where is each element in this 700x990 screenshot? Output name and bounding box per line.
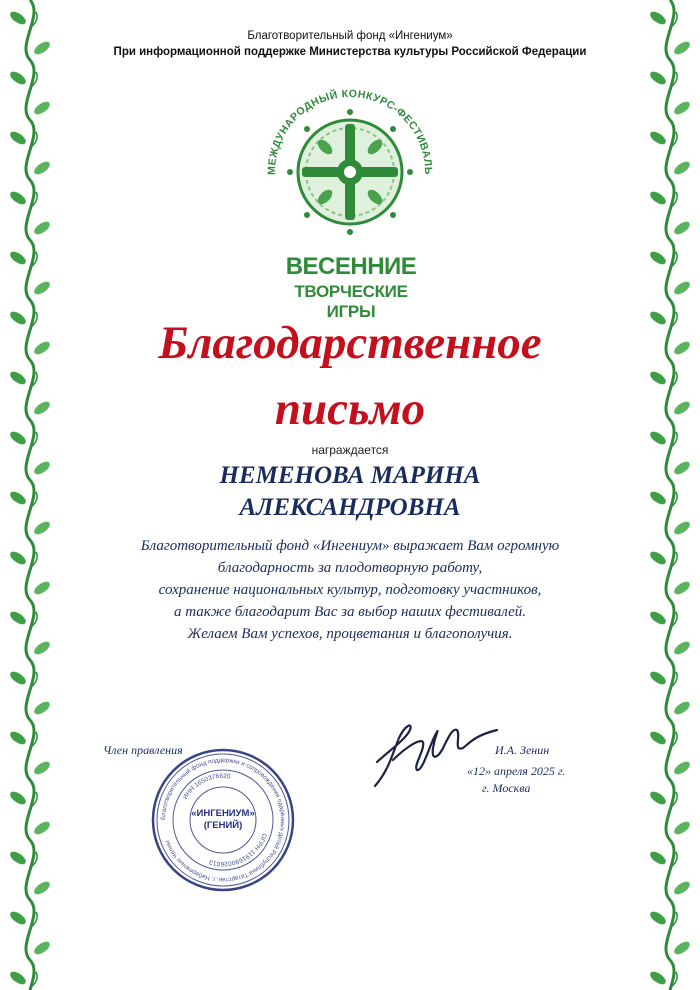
vine-leaf (32, 939, 52, 957)
vine-leaf (32, 639, 52, 657)
vine-leaf (8, 729, 28, 747)
vine-leaf (672, 339, 692, 357)
vine-leaf (648, 369, 668, 387)
festival-title-line2: ТВОРЧЕСКИЕ ИГРЫ (294, 282, 408, 321)
vine-leaf (672, 759, 692, 777)
festival-title (270, 253, 432, 321)
vine-leaf (648, 669, 668, 687)
vine-leaf (648, 249, 668, 267)
vine-leaf (672, 519, 692, 537)
document-title-line2: письмо (274, 383, 426, 435)
vine-leaf (648, 489, 668, 507)
signatory-name: И.А. Зенин (495, 743, 550, 757)
body-text-line: сохранение национальных культур, подготовку участников, (158, 582, 542, 598)
vine-leaf (8, 189, 28, 207)
vine-leaf (8, 789, 28, 807)
issue-city: г. Москва (482, 781, 531, 795)
vine-leaf (672, 219, 692, 237)
document-title-line1: Благодарственное (158, 317, 542, 369)
vine-leaf (648, 969, 668, 987)
vine-leaf (8, 489, 28, 507)
vine-leaf (672, 579, 692, 597)
vine-leaf (8, 309, 28, 327)
vine-leaf (32, 219, 52, 237)
vine-leaf (8, 669, 28, 687)
emblem-arc-text: МЕЖДУНАРОДНЫЙ КОНКУРС-ФЕСТИВАЛЬ (265, 87, 435, 176)
vine-leaf (8, 249, 28, 267)
vine-stem (666, 0, 674, 990)
vine-leaf (648, 9, 668, 27)
vine-stem (26, 0, 34, 990)
recipient-name-line2: АЛЕКСАНДРОВНА (239, 494, 461, 521)
recipient-name-line1: НЕМЕНОВА МАРИНА (219, 462, 481, 489)
body-text-line: благодарность за плодотворную работу, (217, 560, 483, 576)
stamp-center-line2: (ГЕНИЙ) (203, 820, 243, 831)
body-text-line: Благотворительный фонд «Ингениум» выражает Вам огромную (140, 538, 560, 554)
vine-leaf (648, 549, 668, 567)
vine-leaf (32, 159, 52, 177)
stamp-center-text (148, 808, 298, 832)
foundation-header: Благотворительный фонд «Ингениум» (247, 30, 453, 42)
vine-leaf (672, 879, 692, 897)
vine-leaf (648, 609, 668, 627)
signatory-role: Член правления (103, 743, 183, 757)
stamp-ring-text: Благотворительный фонд поддержки и сопровождения одарённых детей Республика Татарстан, г. Набережные Челны (159, 756, 287, 884)
vine-leaf (32, 399, 52, 417)
vine-leaf (672, 699, 692, 717)
vine-leaf (8, 969, 28, 987)
vine-leaf (672, 279, 692, 297)
awarded-label: награждается (311, 443, 389, 457)
right-vine-border (644, 0, 696, 990)
body-text-line: Желаем Вам успехов, процветания и благополучия. (187, 626, 513, 642)
vine-leaf (648, 69, 668, 87)
vine-leaf (672, 459, 692, 477)
vine-leaf (32, 39, 52, 57)
stamp-center-line1: «ИНГЕНИУМ» (191, 808, 255, 819)
vine-leaf (8, 369, 28, 387)
vine-leaf (8, 609, 28, 627)
vine-leaf (32, 99, 52, 117)
vine-leaf (672, 639, 692, 657)
vine-leaf (672, 159, 692, 177)
festival-title-line1: ВЕСЕННИЕ (285, 253, 417, 280)
vine-leaf (648, 309, 668, 327)
vine-leaf (648, 129, 668, 147)
vine-leaf (32, 879, 52, 897)
vine-leaf (8, 549, 28, 567)
vine-leaf (8, 129, 28, 147)
vine-leaf (648, 789, 668, 807)
vine-leaf (32, 339, 52, 357)
folk-ornament-cross-icon (287, 109, 413, 235)
vine-leaf (32, 459, 52, 477)
festival-emblem (245, 62, 455, 242)
issue-date: «12» апреля 2025 г. (467, 764, 566, 778)
vine-leaf (672, 819, 692, 837)
ministry-support-header: При информационной поддержке Министерства культуры Российской Федерации (113, 46, 587, 58)
vine-leaf (648, 429, 668, 447)
vine-leaf (8, 849, 28, 867)
vine-leaf (648, 909, 668, 927)
vine-leaf (32, 279, 52, 297)
vine-leaf (8, 909, 28, 927)
vine-leaf (672, 399, 692, 417)
vine-leaf (648, 729, 668, 747)
left-vine-border (4, 0, 56, 990)
vine-leaf (8, 429, 28, 447)
stamp-inn: ИНН 1650376620 (181, 772, 231, 801)
vine-leaf (32, 519, 52, 537)
stamp-ogrn: ОГРН 1191690026013 (208, 832, 268, 868)
vine-leaf (672, 99, 692, 117)
vine-leaf (32, 579, 52, 597)
vine-leaf (648, 189, 668, 207)
vine-leaf (672, 939, 692, 957)
vine-leaf (8, 69, 28, 87)
vine-leaf (32, 699, 52, 717)
body-text-line: а также благодарит Вас за выбор наших фестивалей. (173, 604, 527, 620)
vine-leaf (672, 39, 692, 57)
vine-leaf (8, 9, 28, 27)
vine-leaf (648, 849, 668, 867)
vine-leaf (32, 759, 52, 777)
vine-leaf (32, 819, 52, 837)
